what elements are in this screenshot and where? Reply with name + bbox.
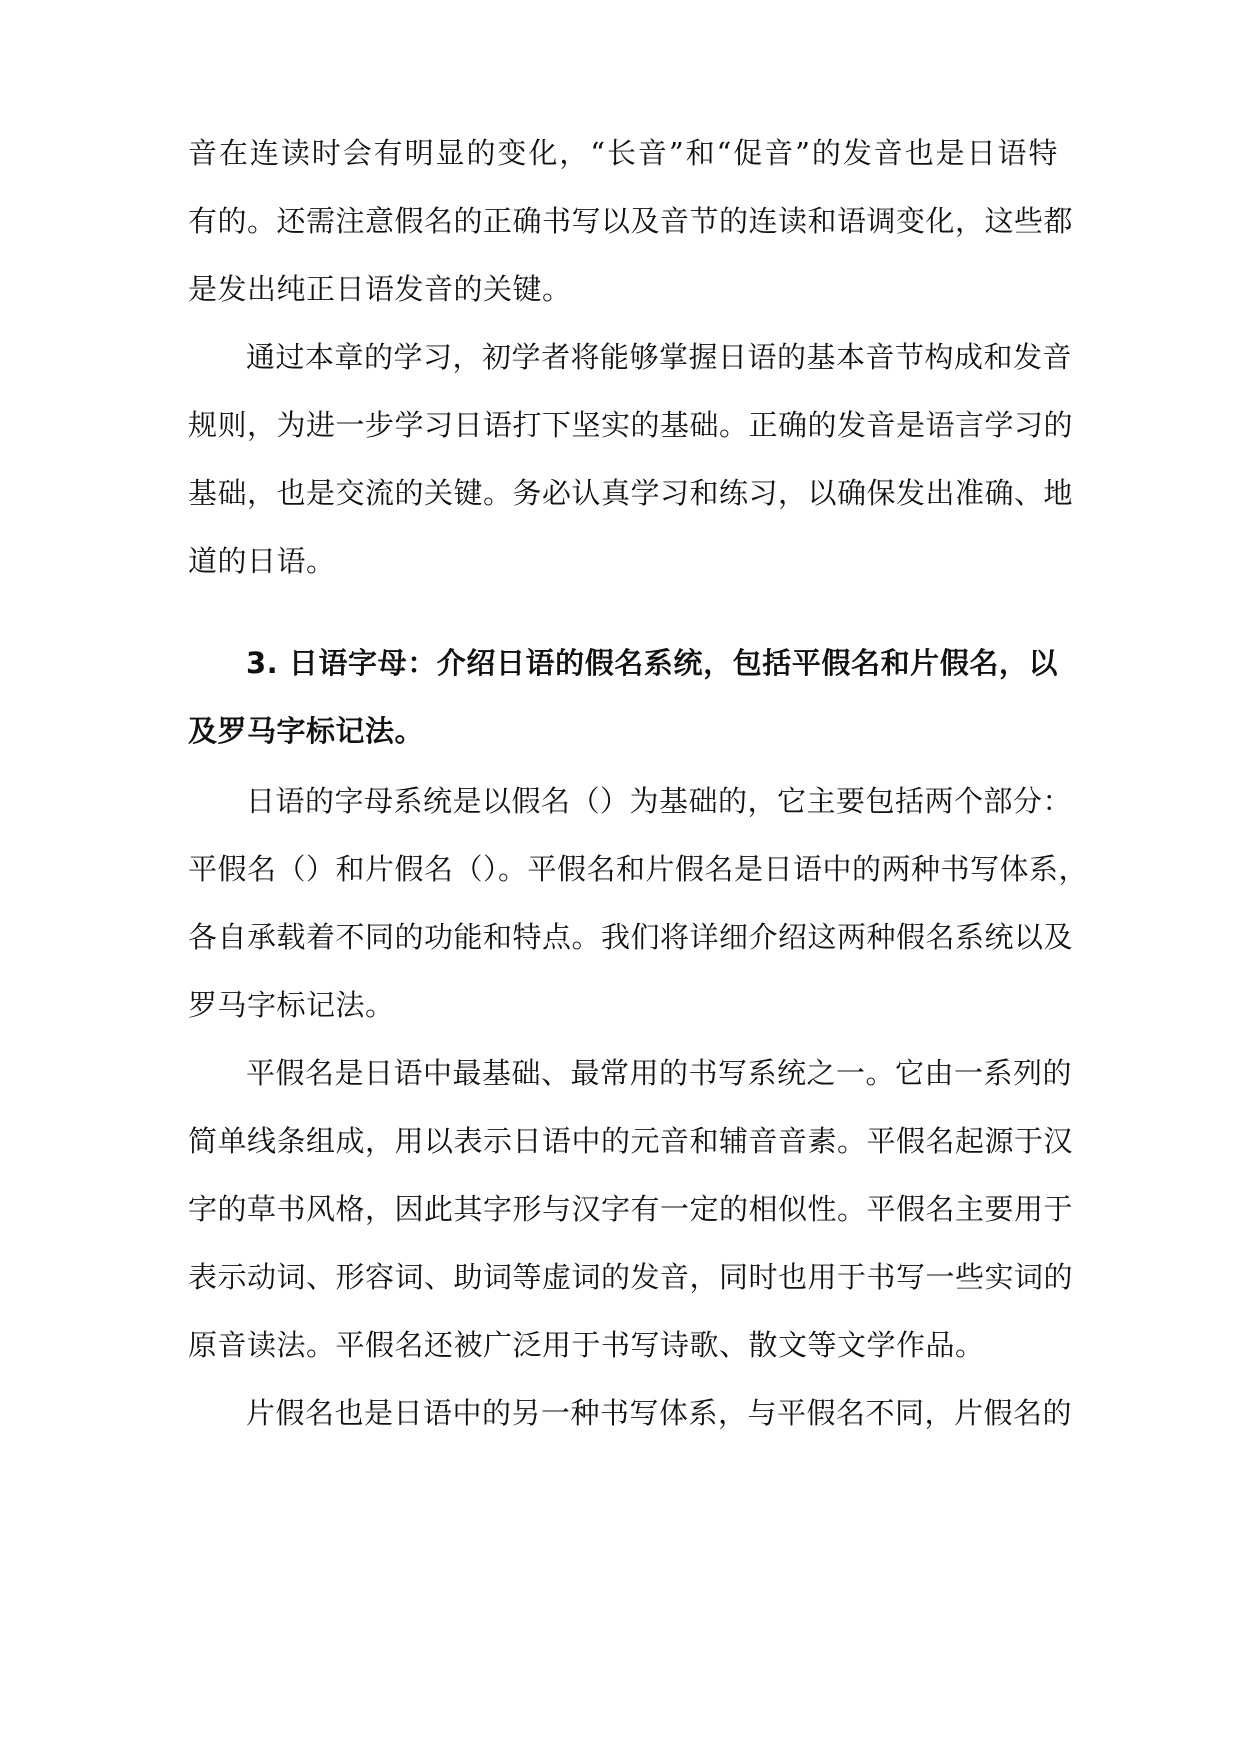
paragraph-2-line-1: 通过本章的学习，初学者将能够掌握日语的基本音节构成和发音 xyxy=(246,340,1073,374)
paragraph-1-line-3: 是发出纯正日语发音的关键。 xyxy=(188,272,572,306)
section-heading-line-2: 及罗马字标记法。 xyxy=(188,714,425,748)
paragraph-2-line-2: 规则，为进一步学习日语打下坚实的基础。正确的发音是语言学习的 xyxy=(188,408,1074,442)
paragraph-1-line-2: 有的。还需注意假名的正确书写以及音节的连读和语调变化，这些都 xyxy=(188,204,1074,238)
paragraph-4-line-5: 原音读法。平假名还被广泛用于书写诗歌、散文等文学作品。 xyxy=(188,1328,985,1362)
paragraph-4-line-2: 简单线条组成，用以表示日语中的元音和辅音音素。平假名起源于汉 xyxy=(188,1124,1074,1158)
paragraph-3-line-3: 各自承载着不同的功能和特点。我们将详细介绍这两种假名系统以及 xyxy=(188,920,1074,954)
paragraph-1-line-1: 音在连读时会有明显的变化，“长音”和“促音”的发音也是日语特 xyxy=(188,136,1058,170)
paragraph-2-line-3: 基础，也是交流的关键。务必认真学习和练习，以确保发出准确、地 xyxy=(188,476,1074,510)
paragraph-4-line-4: 表示动词、形容词、助词等虚词的发音，同时也用于书写一些实词的 xyxy=(188,1260,1074,1294)
paragraph-4-line-1: 平假名是日语中最基础、最常用的书写系统之一。它由一系列的 xyxy=(246,1056,1073,1090)
paragraph-5-line-1: 片假名也是日语中的另一种书写体系，与平假名不同，片假名的 xyxy=(246,1396,1073,1430)
paragraph-3-line-4: 罗马字标记法。 xyxy=(188,988,395,1022)
paragraph-3-line-1: 日语的字母系统是以假名（）为基础的，它主要包括两个部分： xyxy=(246,784,1073,818)
paragraph-4-line-3: 字的草书风格，因此其字形与汉字有一定的相似性。平假名主要用于 xyxy=(188,1192,1074,1226)
paragraph-2-line-4: 道的日语。 xyxy=(188,544,336,578)
section-heading-line-1: 3. 日语字母：介绍日语的假名系统，包括平假名和片假名，以 xyxy=(246,646,1058,680)
paragraph-3-line-2: 平假名（）和片假名（）。平假名和片假名是日语中的两种书写体系， xyxy=(188,852,1089,886)
